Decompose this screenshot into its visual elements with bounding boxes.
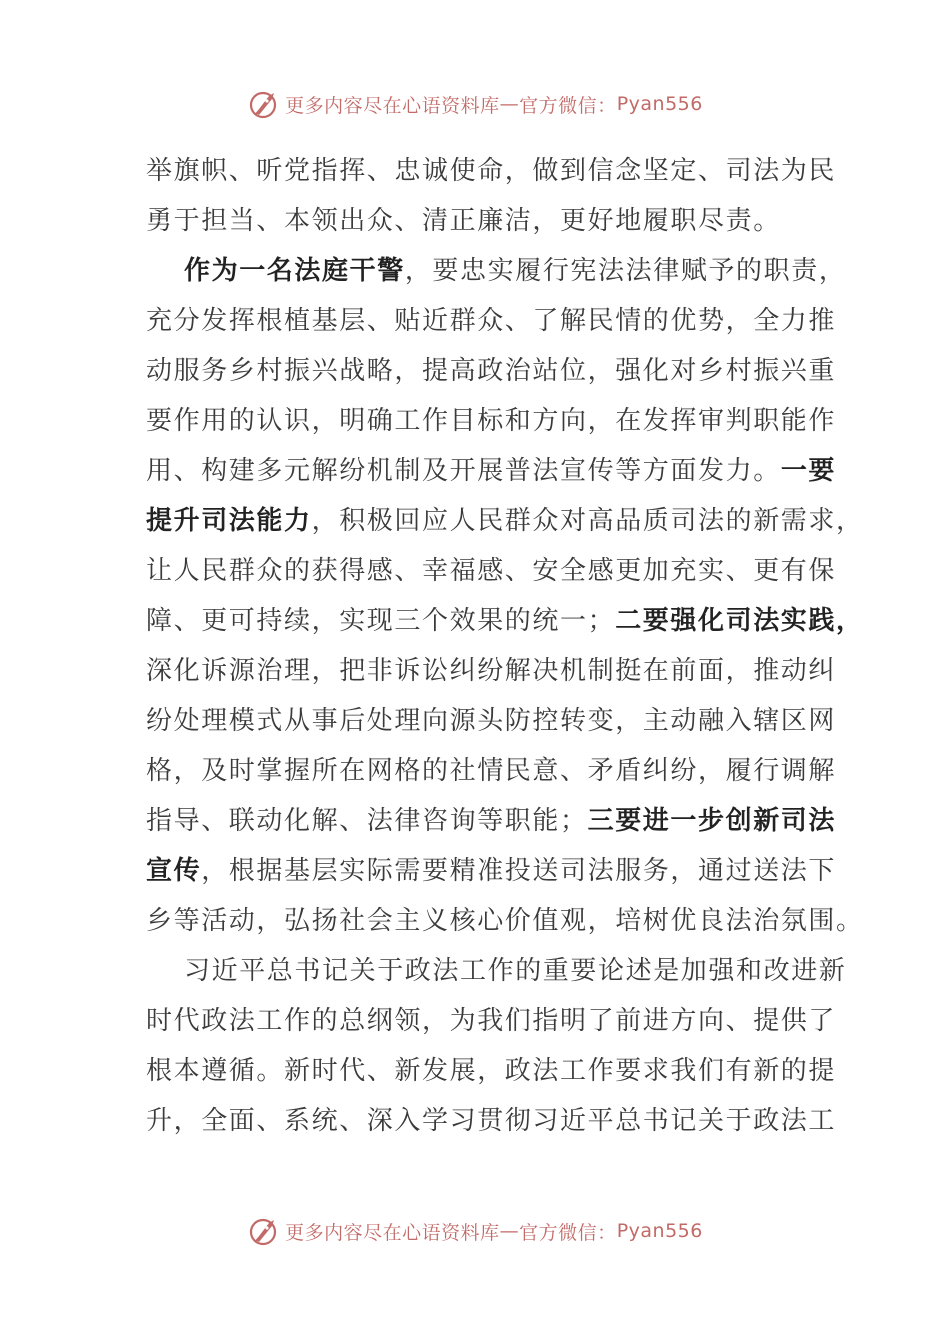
- text-span: 指导、联动化解、法律咨询等职能；: [146, 806, 588, 836]
- watermark-dash: —: [499, 93, 520, 115]
- text-line: [146, 496, 864, 546]
- text-span: ，要忠实履行宪法法律赋予的职责，: [404, 256, 847, 286]
- watermark-wechat-label: 官方微信：: [519, 94, 617, 117]
- watermark-library-name: 更多内容尽在心语资料库: [285, 1221, 500, 1244]
- text-line: 时代政法工作的总纲领，为我们指明了前进方向、提供了: [146, 1006, 837, 1036]
- watermark-dash: —: [499, 1220, 520, 1242]
- bold-phrase: 三要进一步创新司法: [587, 806, 837, 836]
- pen-nib-seal-icon: [247, 87, 281, 121]
- text-line: 要作用的认识，明确工作目标和方向，在发挥审判职能作: [146, 406, 837, 436]
- text-line: 格，及时掌握所在网格的社情民意、矛盾纠纷，履行调解: [146, 756, 837, 786]
- bold-phrase: 二要强化司法实践: [615, 606, 837, 636]
- pen-nib-seal-icon: [247, 1214, 281, 1248]
- text-line: [146, 796, 837, 846]
- text-line: 乡等活动，弘扬社会主义核心价值观，培树优良法治氛围。: [146, 906, 864, 936]
- header-watermark: [0, 84, 950, 124]
- document-body: [146, 146, 864, 1146]
- watermark-wechat-label: 官方微信：: [519, 1221, 617, 1244]
- bold-phrase: 作为一名法庭干警: [184, 256, 405, 286]
- text-line: 习近平总书记关于政法工作的重要论述是加强和改进新: [184, 956, 847, 986]
- text-line: [146, 846, 837, 896]
- text-line: 动服务乡村振兴战略，提高政治站位，强化对乡村振兴重: [146, 356, 837, 386]
- watermark-wechat-handle: Pyan556: [616, 93, 703, 115]
- text-span: ，根据基层实际需要精准投送司法服务，通过送法下: [201, 856, 837, 886]
- text-span: 用、构建多元解纷机制及开展普法宣传等方面发力。: [146, 456, 781, 486]
- text-line: 深化诉源治理，把非诉讼纠纷解决机制挺在前面，推动纠: [146, 656, 837, 686]
- text-span: ，: [836, 606, 864, 636]
- text-line: 勇于担当、本领出众、清正廉洁，更好地履职尽责。: [146, 206, 781, 236]
- bold-phrase: 一要: [780, 456, 837, 486]
- text-line: 纷处理模式从事后处理向源头防控转变，主动融入辖区网: [146, 706, 837, 736]
- bold-phrase: 宣传: [146, 856, 202, 886]
- text-line: 举旗帜、听党指挥、忠诚使命，做到信念坚定、司法为民: [146, 156, 837, 186]
- text-line: 升，全面、系统、深入学习贯彻习近平总书记关于政法工: [146, 1106, 837, 1136]
- text-line: 根本遵循。新时代、新发展，政法工作要求我们有新的提: [146, 1056, 837, 1086]
- text-line: 让人民群众的获得感、幸福感、安全感更加充实、更有保: [146, 556, 837, 586]
- text-span: ，积极回应人民群众对高品质司法的新需求，: [311, 506, 864, 536]
- watermark-wechat-handle: Pyan556: [616, 1220, 703, 1242]
- bold-phrase: 提升司法能力: [146, 506, 312, 536]
- text-line: [146, 446, 837, 496]
- text-line: [146, 596, 864, 646]
- text-line: 充分发挥根植基层、贴近群众、了解民情的优势，全力推: [146, 306, 837, 336]
- footer-watermark: [0, 1211, 950, 1251]
- watermark-library-name: 更多内容尽在心语资料库: [285, 94, 500, 117]
- text-span: 障、更可持续，实现三个效果的统一；: [146, 606, 616, 636]
- text-line: [146, 246, 847, 296]
